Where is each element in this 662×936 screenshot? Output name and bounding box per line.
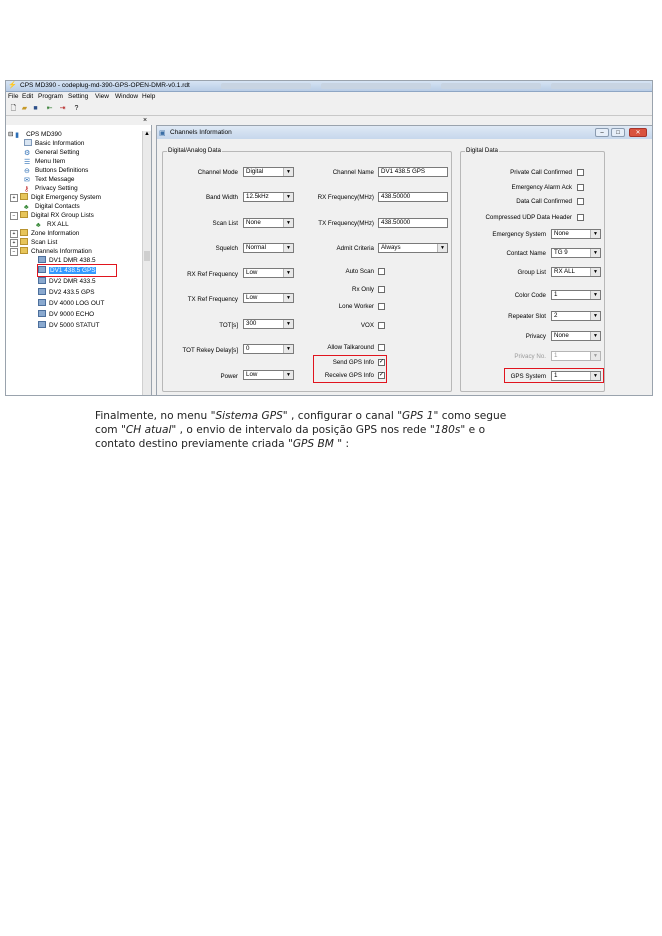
channel-mode-label: Channel Mode — [197, 169, 238, 176]
expand-icon[interactable]: + — [10, 239, 18, 247]
tot-rekey-delay-select[interactable] — [243, 344, 294, 354]
channel-name-input[interactable]: DV1 438.5 GPS — [378, 167, 448, 177]
tree-item-label: DV 4000 LOG OUT — [49, 300, 105, 307]
send-gps-info-checkbox[interactable]: ✓ — [379, 359, 385, 365]
menu-program[interactable]: Program — [38, 93, 63, 100]
auto-scan-label: Auto Scan — [345, 268, 374, 275]
select-value: None — [246, 219, 261, 226]
highlight-box — [313, 355, 387, 383]
repeater-slot-select[interactable] — [551, 311, 601, 321]
channel-icon — [38, 256, 46, 263]
select-value: 12.5kHz — [246, 193, 269, 200]
privacy-label: Privacy — [525, 333, 546, 340]
contact-name-select[interactable] — [551, 248, 601, 258]
caption-fragment: , o envio de intervalo da posição GPS nos rede — [176, 424, 430, 437]
taskbar-blur — [441, 83, 541, 89]
tx-ref-frequency-select[interactable] — [243, 293, 294, 303]
tree-item-channels-information[interactable] — [10, 247, 92, 256]
lone-worker-label: Lone Worker — [338, 303, 374, 310]
dropdown-arrow-icon: ▼ — [283, 320, 293, 328]
tree-item-label: Menu Item — [35, 158, 66, 165]
tree-item-zone-information[interactable] — [10, 229, 79, 238]
button-icon: ⊖ — [24, 168, 30, 175]
receive-gps-info-label: Receive GPS Info — [324, 372, 374, 379]
private-call-label: Private Call Confirmed — [510, 169, 572, 176]
caption-fragment: "180s" — [429, 424, 466, 437]
write-icon[interactable]: ⇥ — [59, 105, 66, 112]
vox-label: VOX — [360, 322, 374, 329]
tree-item-label: DV 5000 STATUT — [49, 322, 100, 329]
open-icon[interactable]: ▰ — [21, 105, 28, 112]
gps-system-label: GPS System — [510, 373, 546, 380]
channel-icon — [38, 299, 46, 306]
select-value: Digital — [246, 168, 264, 175]
tree-item-label: DV1 438.5 GPS — [50, 267, 96, 274]
help-icon[interactable]: ? — [74, 105, 79, 112]
rx-frequency-label: RX Frequency(MHz) — [317, 194, 374, 201]
digital-analog-group — [162, 147, 452, 392]
dropdown-arrow-icon: ▼ — [283, 371, 293, 379]
tx-ref-frequency-label: TX Ref Frequency — [187, 296, 238, 303]
dropdown-arrow-icon: ▼ — [590, 312, 600, 320]
digital-data-group — [460, 147, 605, 392]
caption-fragment: Finalmente, no menu — [95, 410, 211, 422]
tree-item-buttons-definitions[interactable] — [24, 166, 88, 175]
maximize-button[interactable]: □ — [611, 128, 625, 137]
doc-icon — [24, 139, 32, 146]
child-title-bar — [157, 126, 653, 139]
folder-icon — [20, 211, 28, 218]
dropdown-arrow-icon: ▼ — [283, 345, 293, 353]
channel-window-icon: ▣ — [159, 130, 166, 137]
tree-item-digital-rx-group-lists[interactable] — [10, 211, 94, 220]
dropdown-arrow-icon: ▼ — [590, 249, 600, 257]
caption-fragment: como segue — [438, 410, 507, 422]
tot-rekey-delay-label: TOT Rekey Delay[s] — [182, 347, 238, 354]
select-value: Low — [246, 269, 258, 276]
allow-talkaround-checkbox[interactable] — [378, 344, 385, 351]
rx-only-label: Rx Only — [351, 286, 374, 293]
menu-edit[interactable]: Edit — [22, 93, 34, 100]
rx-ref-frequency-select[interactable] — [243, 268, 294, 278]
tree-item-label: Scan List — [31, 239, 58, 246]
contact-name-label: Contact Name — [506, 250, 546, 257]
collapse-icon[interactable]: − — [10, 248, 18, 256]
group-list-label: Group List — [517, 269, 546, 276]
folder-icon — [20, 229, 28, 236]
band-width-label: Band Width — [206, 194, 238, 201]
tree-item-menu-item[interactable] — [24, 157, 65, 166]
send-gps-info-label: Send GPS Info — [332, 359, 374, 366]
dropdown-arrow-icon: ▼ — [283, 168, 293, 176]
tree-item-privacy-setting[interactable] — [24, 184, 78, 193]
contacts-icon: ♣ — [24, 204, 29, 211]
tree-item-channel[interactable] — [38, 310, 94, 319]
folder-icon — [20, 193, 28, 200]
tree-item-channel[interactable] — [38, 288, 94, 297]
tree-item-channel[interactable] — [38, 321, 100, 330]
channel-icon — [38, 277, 46, 284]
collapse-icon[interactable]: − — [10, 212, 18, 220]
menu-bar — [6, 92, 652, 102]
tree-item-label: Channels Information — [31, 248, 92, 255]
navigation-tree — [6, 125, 152, 396]
allow-talkaround-label: Allow Talkaround — [327, 344, 374, 351]
squelch-label: Squelch — [215, 245, 238, 252]
scroll-up-icon[interactable]: ▲ — [144, 131, 150, 137]
select-value: None — [554, 332, 569, 339]
tree-item-label: Digital RX Group Lists — [31, 212, 94, 219]
tree-item-label: General Setting — [35, 149, 80, 156]
tree-item-label: RX ALL — [47, 221, 69, 228]
dropdown-arrow-icon: ▼ — [437, 244, 447, 252]
caption-fragment: : — [342, 438, 350, 451]
squelch-select[interactable] — [243, 243, 294, 253]
tree-item-rx-all[interactable] — [36, 220, 69, 229]
band-width-select[interactable] — [243, 192, 294, 202]
color-code-select[interactable] — [551, 290, 601, 300]
data-call-label: Data Call Confirmed — [516, 198, 572, 205]
tree-item-general-setting[interactable] — [24, 148, 79, 157]
repeater-slot-label: Repeater Slot — [508, 313, 546, 320]
dropdown-arrow-icon: ▼ — [283, 244, 293, 252]
tot-select[interactable] — [243, 319, 294, 329]
tot-label: TOT[s] — [219, 322, 238, 329]
title-bar — [6, 81, 652, 92]
udp-header-checkbox[interactable] — [577, 214, 584, 221]
tree-item-root[interactable] — [8, 130, 62, 139]
dropdown-arrow-icon: ▼ — [590, 230, 600, 238]
dropdown-arrow-icon: ▼ — [590, 332, 600, 340]
caption-fragment: "GPS 1" — [397, 410, 439, 422]
channel-icon — [38, 321, 46, 328]
caption-text — [95, 409, 575, 452]
select-value: Always — [381, 244, 401, 251]
select-value: Low — [246, 294, 258, 301]
scan-list-label: Scan List — [212, 220, 238, 227]
tree-item-label: DV 9000 ECHO — [49, 311, 95, 318]
radio-icon: ▮ — [15, 132, 19, 139]
select-value: 0 — [246, 345, 250, 352]
menu-help[interactable]: Help — [142, 93, 156, 100]
emergency-alarm-ack-checkbox[interactable] — [577, 184, 584, 191]
tree-item-label: Privacy Setting — [35, 185, 78, 192]
tx-frequency-input[interactable]: 438.50000 — [378, 218, 448, 228]
expand-icon[interactable]: + — [10, 194, 18, 202]
caption-fragment: , configurar o canal — [287, 410, 398, 422]
close-button[interactable]: ✕ — [629, 128, 647, 137]
tree-scrollbar[interactable] — [142, 131, 151, 395]
scroll-thumb[interactable] — [144, 251, 150, 261]
cps-screenshot — [5, 80, 653, 396]
emergency-alarm-ack-label: Emergency Alarm Ack — [511, 184, 572, 191]
dropdown-arrow-icon: ▼ — [283, 193, 293, 201]
caption-fragment: com — [95, 424, 121, 437]
tree-item-label: CPS MD390 — [26, 131, 62, 138]
select-value: RX ALL — [554, 268, 575, 275]
expand-icon[interactable]: + — [10, 230, 18, 238]
lone-worker-checkbox[interactable] — [378, 303, 385, 310]
auto-scan-checkbox[interactable] — [378, 268, 385, 275]
taskbar-blur — [221, 83, 311, 89]
dropdown-arrow-icon: ▼ — [590, 291, 600, 299]
tree-item-label: Text Message — [35, 176, 75, 183]
tree-item-label: DV1 DMR 438.5 — [49, 257, 96, 264]
channels-information-window — [156, 125, 653, 396]
channel-icon — [38, 288, 46, 295]
caption-fragment: "GPS BM " — [287, 438, 343, 451]
dropdown-arrow-icon: ▼ — [590, 352, 600, 360]
tree-item-label: Zone Information — [31, 230, 80, 237]
privacy-no-label: Privacy No. — [514, 353, 546, 360]
select-value: None — [554, 230, 569, 237]
dropdown-arrow-icon: ▼ — [283, 269, 293, 277]
dropdown-arrow-icon: ▼ — [590, 372, 600, 380]
rx-ref-frequency-label: RX Ref Frequency — [187, 271, 238, 278]
menu-view[interactable]: View — [95, 93, 109, 100]
select-value: 300 — [246, 320, 257, 327]
tree-item-digital-contacts[interactable] — [24, 202, 80, 211]
key-icon: ⚷ — [24, 186, 30, 193]
tx-frequency-label: TX Frequency(MHz) — [318, 220, 374, 227]
highlight-box — [37, 264, 117, 277]
dropdown-arrow-icon: ▼ — [283, 219, 293, 227]
select-value: 1 — [554, 372, 558, 379]
select-value: Normal — [246, 244, 266, 251]
emergency-system-label: Emergency System — [492, 231, 546, 238]
tree-item-label: Digital Contacts — [35, 203, 80, 210]
scan-list-select[interactable] — [243, 218, 294, 228]
select-value: Low — [246, 371, 258, 378]
select-value: TG 9 — [554, 249, 568, 256]
privacy-select[interactable] — [551, 331, 601, 341]
admit-criteria-select[interactable] — [378, 243, 448, 253]
tree-item-digit-emergency-system[interactable] — [10, 193, 101, 202]
caption-fragment: "Sistema GPS" — [210, 410, 288, 422]
new-icon[interactable]: 🗋 — [10, 105, 17, 112]
group-list-select[interactable] — [551, 267, 601, 277]
color-code-label: Color Code — [514, 292, 546, 299]
caption-fragment: e o — [465, 424, 486, 437]
dropdown-arrow-icon: ▼ — [590, 268, 600, 276]
menu-icon: ☰ — [24, 159, 31, 166]
channel-mode-select[interactable] — [243, 167, 294, 177]
folder-icon — [20, 238, 28, 245]
tree-item-basic-information[interactable] — [24, 139, 84, 148]
tree-item-label: Digit Emergency System — [31, 194, 101, 201]
child-window-title: Channels Information — [170, 129, 232, 136]
tree-item-channel[interactable] — [38, 299, 104, 308]
select-value: 2 — [554, 312, 558, 319]
menu-setting[interactable]: Setting — [68, 93, 89, 100]
folder-icon — [20, 247, 28, 254]
tree-item-label: DV2 433.5 GPS — [49, 289, 95, 296]
menu-file[interactable]: File — [8, 93, 19, 100]
tree-close-icon[interactable]: × — [143, 117, 148, 124]
tree-item-label: Basic Information — [35, 140, 85, 147]
group-icon: ♣ — [36, 222, 41, 229]
collapse-icon[interactable]: ⊟ — [8, 131, 14, 138]
app-icon: ⚡ — [8, 82, 17, 89]
dropdown-arrow-icon: ▼ — [283, 294, 293, 302]
data-call-checkbox[interactable] — [577, 198, 584, 205]
gear-icon: ⚙ — [24, 150, 31, 157]
toolbar — [6, 103, 652, 116]
channel-name-label: Channel Name — [332, 169, 374, 176]
caption-fragment: contato destino previamente criada — [95, 438, 288, 451]
channel-icon — [38, 310, 46, 317]
highlight-box — [504, 368, 604, 383]
power-label: Power — [220, 373, 238, 380]
group-legend: Digital/Analog Data — [168, 147, 221, 154]
window-title: CPS MD390 - codeplug-md-390-GPS-OPEN-DMR-v0.1.rdt — [20, 82, 190, 89]
group-legend: Digital Data — [466, 147, 498, 154]
private-call-checkbox[interactable] — [577, 169, 584, 176]
tree-item-scan-list[interactable] — [10, 238, 57, 247]
read-icon[interactable]: ⇤ — [46, 105, 53, 112]
vox-checkbox[interactable] — [378, 322, 385, 329]
taskbar-blur — [321, 83, 431, 89]
save-icon[interactable]: ■ — [33, 105, 38, 112]
select-value: 1 — [554, 291, 558, 298]
caption-fragment: "CH atual" — [121, 424, 177, 437]
admit-criteria-label: Admit Criteria — [336, 245, 374, 252]
tree-item-label: DV2 DMR 433.5 — [49, 278, 96, 285]
tree-item-text-message[interactable] — [24, 175, 74, 184]
taskbar-blur — [551, 83, 651, 89]
power-select[interactable] — [243, 370, 294, 380]
tree-item-label: Buttons Definitions — [35, 167, 89, 174]
menu-window[interactable]: Window — [115, 93, 139, 100]
udp-header-label: Compressed UDP Data Header — [485, 214, 572, 221]
select-value: 1 — [554, 352, 558, 359]
message-icon: ✉ — [24, 177, 30, 184]
receive-gps-info-checkbox[interactable]: ✓ — [379, 372, 385, 378]
tree-item-channel[interactable] — [38, 277, 96, 286]
emergency-system-select[interactable] — [551, 229, 601, 239]
minimize-button[interactable]: – — [595, 128, 609, 137]
privacy-no-select[interactable] — [551, 351, 601, 361]
rx-only-checkbox[interactable] — [378, 286, 385, 293]
rx-frequency-input[interactable]: 438.50000 — [378, 192, 448, 202]
